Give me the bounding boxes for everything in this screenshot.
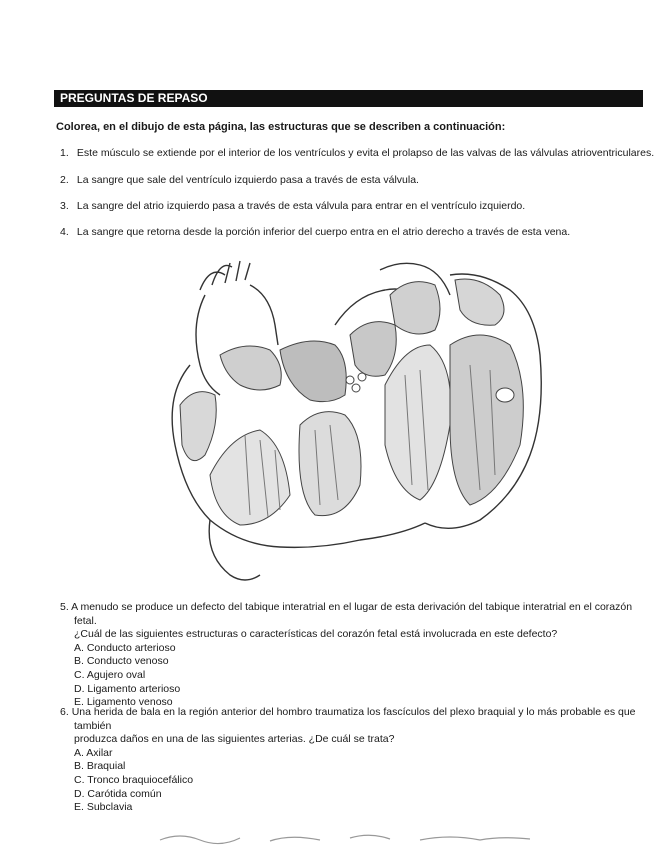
answer-option: D. Carótida común — [74, 787, 162, 800]
question-text: La sangre del atrio izquierdo pasa a través de esta válvula para entrar en el ventrículo izquierdo. — [76, 200, 526, 212]
question-number: 4. — [60, 226, 69, 238]
heart-illustration — [150, 255, 550, 595]
question-stem — [60, 706, 645, 733]
question-stem-line: Una herida de bala en la región anterior del hombro traumatiza los fascículos del plexo braquial y lo más probable es que también — [71, 706, 636, 732]
question-number: 1. — [60, 147, 69, 159]
instruction-text: Colorea, en el dibujo de esta página, las estructuras que se describen a continuación: — [56, 121, 506, 133]
question-text: La sangre que sale del ventrículo izquierdo pasa a través de esta válvula. — [76, 174, 419, 186]
question-3 — [60, 200, 525, 212]
answer-option: B. Braquial — [74, 760, 126, 773]
answer-option: A. Conducto arterioso — [74, 641, 176, 654]
question-number: 2. — [60, 174, 69, 186]
question-number: 5. — [60, 601, 69, 613]
question-number: 3. — [60, 200, 69, 212]
answer-option: C. Tronco braquiocefálico — [74, 773, 194, 786]
question-stem-line: produzca daños en una de las siguientes arterias. ¿De cuál se trata? — [74, 733, 395, 746]
answer-option: E. Subclavia — [74, 801, 133, 814]
answer-option: B. Conducto venoso — [74, 655, 169, 668]
section-header: PREGUNTAS DE REPASO — [54, 90, 643, 107]
question-1 — [60, 147, 654, 159]
question-2 — [60, 174, 419, 186]
question-6 — [60, 706, 645, 815]
answer-option: E. Ligamento venoso — [74, 696, 173, 709]
scan-artifact — [150, 826, 550, 848]
answer-option: C. Agujero oval — [74, 668, 146, 681]
question-number: 6. — [60, 706, 69, 718]
question-stem — [60, 601, 645, 628]
answer-option: D. Ligamento arterioso — [74, 682, 181, 695]
question-5 — [60, 601, 645, 710]
question-4 — [60, 226, 570, 238]
question-text: La sangre que retorna desde la porción inferior del cuerpo entra en el atrio derecho a través de esta vena. — [76, 226, 571, 238]
question-stem-line: ¿Cuál de las siguientes estructuras o características del corazón fetal está involucrada en este defecto? — [74, 628, 558, 641]
question-stem-line: A menudo se produce un defecto del tabique interatrial en el lugar de esta derivación del tabique interatrial en el corazón fetal. — [71, 601, 633, 627]
question-text: Este músculo se extiende por el interior de los ventrículos y evita el prolapso de las valvas de las válvulas atrioventriculares. — [76, 147, 655, 159]
answer-option: A. Axilar — [74, 746, 113, 759]
